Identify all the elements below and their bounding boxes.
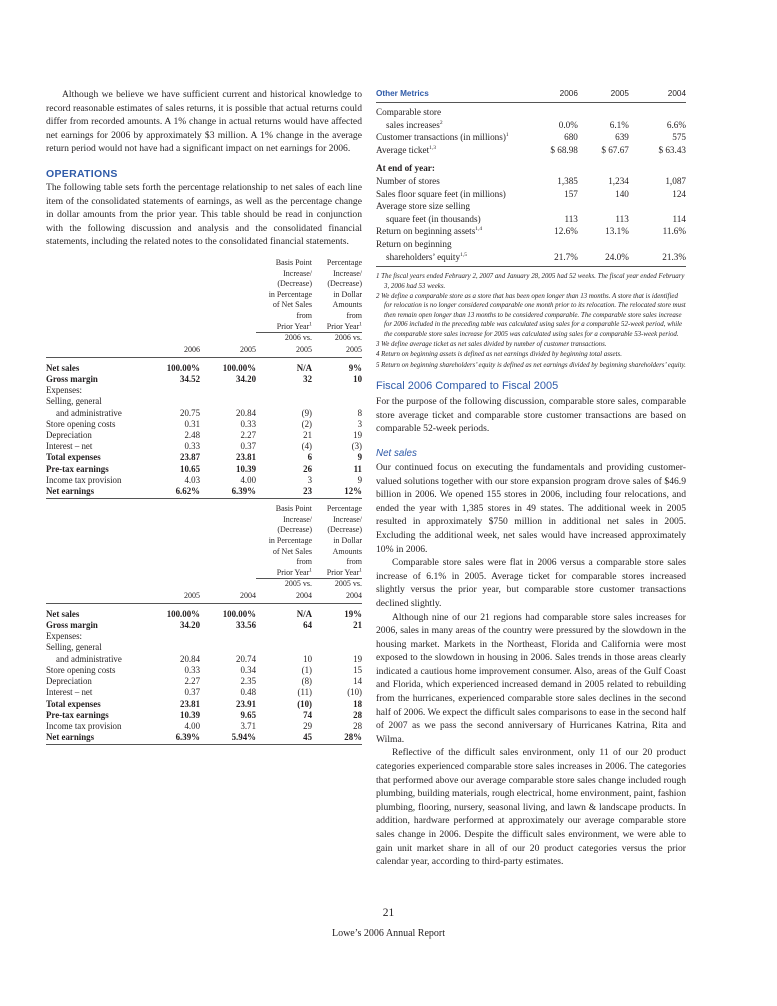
table-row: Selling, general (46, 396, 102, 407)
right-column (376, 88, 686, 869)
table-row: Return on beginning (376, 238, 452, 249)
table-row: Expenses: (46, 631, 82, 642)
table-row: Net earnings 6.62% 6.39% 23 12% (46, 486, 362, 499)
operations-table-2006: Basis Point Percentage Increase/ Increase/ (Decrease) (Decrease) in Percentage in Dollar of Net Sales Amounts from from Prior Year$^1$ Prior Year$^1$ 2006 vs. 2006 vs. 2006 2005 2005 2005 Net sales 100.00% 100.00% N/A 9% Gross margin 34.52 34.20 32 10 Expenses: Selling, general and administrative 20.75 20.84 (9) 8 Store opening costs 0.31 0.33 (2) 3 Depreciation 2.48 2.27 21 19 Interest – net 0.33 0.37 (4) (3) Total expenses 23.87 23.81 6 9 Pre-tax earnings 10.65 10.39 26 11 Income tax provision 4.03 4.00 3 9 Net earnings 6.62% 6.39% 23 12% (46, 258, 362, 499)
other-metrics-title: Other Metrics (376, 88, 529, 103)
footnote: 2 We define a comparable store as a store that has been open longer than 13 months. A store that is identified for relocation is no longer considered comparable one month prior to its relocation. The relocated store must then remain open longer than 13 months to be considered comparable. The comparable store sales increase for 2006 included in the preceding table was calculated using sales for a comparable 52-week period, while the comparable store sales increase for 2005 was calculated using sales for a comparable 53-week period. (376, 292, 686, 338)
table-row: Pre-tax earnings 10.39 9.65 74 28 (46, 709, 362, 720)
footnote: 5 Return on beginning shareholders’ equity is defined as net earnings divided by beginning shareholders’ equity. (376, 361, 686, 369)
table-row: and administrative 20.75 20.84 (9) 8 (56, 407, 362, 418)
table-row: Depreciation 2.48 2.27 21 19 (46, 429, 362, 440)
table-row: Customer transactions (in millions)$^1$ 680 639 575 (376, 132, 686, 143)
table-row: Income tax provision 4.00 3.71 29 28 (46, 720, 362, 731)
body-paragraph: Our continued focus on executing the fundamentals and providing customer-valued solutions together with our store expansion program drove sales of $46.9 billion in 2006. We opened 155 stores in 2006, including four relocations, and ended the year with 1,385 stores in 49 states. The additional week in 2005 resulted in approximately $750 million in additional net sales in 2005. Excluding the additional week, net sales would have increased approximately 10% in 2006. (376, 461, 686, 555)
table-row: Gross margin 34.52 34.20 32 10 (46, 373, 362, 384)
left-column (46, 88, 362, 745)
table-row: Expenses: (46, 385, 82, 396)
table-row: square feet (in thousands) 113 113 114 (386, 213, 686, 224)
table-row: Interest – net 0.33 0.37 (4) (3) (46, 441, 362, 452)
table-row: Number of stores 1,385 1,234 1,087 (376, 175, 686, 186)
operations-table-2005: Basis Point Percentage Increase/ Increase/ (Decrease) (Decrease) in Percentage in Dollar of Net Sales Amounts from from Prior Year$^1$ Prior Year$^1$ 2005 vs. 2005 vs. 2005 2004 2004 2004 Net sales 100.00% 100.00% N/A 19% Gross margin 34.20 33.56 64 21 Expenses: Selling, general and administrative 20.84 20.74 10 19 Store opening costs 0.33 0.34 (1) 15 Depreciation 2.27 2.35 (8) 14 Interest – net 0.37 0.48 (11) (10) Total expenses 23.81 23.91 (10) 18 Pre-tax earnings 10.39 9.65 74 28 Income tax provision 4.00 3.71 29 28 Net earnings 6.39% 5.94% 45 28% (46, 504, 362, 745)
net-sales-heading: Net sales (376, 447, 417, 459)
table-row: Selling, general (46, 642, 102, 653)
report-name: Lowe’s 2006 Annual Report (331, 928, 446, 939)
table-row: Store opening costs 0.33 0.34 (1) 15 (46, 664, 362, 675)
table-row: sales increases$^2$ 0.0% 6.1% 6.6% (386, 119, 686, 130)
table-row: At end of year: (376, 163, 435, 174)
footnotes (376, 272, 686, 370)
page-footer (0, 905, 777, 941)
page-number: 21 (382, 907, 395, 919)
table-row: Depreciation 2.27 2.35 (8) 14 (46, 676, 362, 687)
table-row: Net sales 100.00% 100.00% N/A 9% (46, 362, 362, 373)
footnote: 4 Return on beginning assets is defined as net earnings divided by beginning total assets. (376, 351, 622, 359)
body-paragraph: Although nine of our 21 regions had comparable store sales increases for 2006, sales in many areas of the country were pressured by the slowdown in the housing market. Markets in the Northeast, Florida and California were most exposed to the slowdown in housing in 2006. Sales trends in those areas clearly indicated a cautious home improvement consumer. Also, areas of the Gulf Coast and Florida, which experienced increased demand in 2005 related to rebuilding from the hurricanes, experienced comparable store sales declines in the second half of 2006. We expect the difficult sales comparisons to ease in the second half of 2007 as we pass the second anniversary of Hurricanes Katrina, Rita and Wilma. (376, 611, 686, 745)
table-row: Comparable store (376, 107, 442, 117)
table-row: Total expenses 23.81 23.91 (10) 18 (46, 698, 362, 709)
table-row: Store opening costs 0.31 0.33 (2) 3 (46, 418, 362, 429)
table-row: Total expenses 23.87 23.81 6 9 (46, 452, 362, 463)
operations-paragraph: The following table sets forth the percentage relationship to net sales of each line item of the consolidated statements of earnings, as well as the percentage change in dollar amounts from the prior year. This table should be read in conjunction with the following discussion and analysis and the consolidated financial statements, including the related notes to the consolidated financial statements. (46, 181, 362, 248)
table-row: Pre-tax earnings 10.65 10.39 26 11 (46, 463, 362, 474)
section-intro-paragraph: For the purpose of the following discussion, comparable store sales, comparable store average ticket and comparable store customer transactions are based on comparable 52-week periods. (376, 396, 686, 435)
table-row: Average store size selling (376, 201, 470, 212)
footnote: 3 We define average ticket as net sales divided by number of customer transactions. (376, 340, 607, 348)
footnote: 1 The fiscal years ended February 2, 2007 and January 28, 2005 had 52 weeks. The fiscal year ended February 3, 2006 had 53 weeks. (376, 273, 685, 290)
table-row: Net earnings 6.39% 5.94% 45 28% (46, 732, 362, 745)
other-metrics-table: Other Metrics 2006 2005 2004 Comparable store sales increases$^2$ 0.0% 6.1% 6.6% Customer transactions (in millions)$^1$ 680 639 575 Average ticket$^{1,3}$ $ 68.98 $ 67.67 $ 63.43 At end of year: Number of stores 1,385 1,234 1,087 Sales floor square feet (in millions) 157 140 124 Average store size selling square feet (in thousands) 113 113 114 Return on beginning assets$^{1,4}$ 12.6% 13.1% 11.6% Return on beginning shareholders’ equity$^{1,5}$ 21.7% 24.0% 21.3% (376, 88, 686, 267)
operations-heading: OPERATIONS (46, 167, 118, 180)
table-row: Interest – net 0.37 0.48 (11) (10) (46, 687, 362, 698)
table-row: Net sales 100.00% 100.00% N/A 19% (46, 608, 362, 619)
table-row: Return on beginning assets$^{1,4}$ 12.6% 13.1% 11.6% (376, 226, 686, 237)
section-heading: Fiscal 2006 Compared to Fiscal 2005 (376, 380, 559, 393)
body-paragraph: Comparable store sales were flat in 2006 versus a comparable store sales increase of 6.1% in 2005. Average ticket for comparable stores increased slightly versus the prior year, but comparable store customer transactions declined slightly. (376, 557, 686, 609)
table-row: Sales floor square feet (in millions) 157 140 124 (376, 188, 686, 199)
table-row: Gross margin 34.20 33.56 64 21 (46, 620, 362, 631)
table-row: shareholders’ equity$^{1,5}$ 21.7% 24.0% 21.3% (376, 251, 686, 267)
table-row: Income tax provision 4.03 4.00 3 9 (46, 474, 362, 485)
body-paragraph: Reflective of the difficult sales environment, only 11 of our 20 product categories experienced comparable store sales increases in 2006. The categories that performed above our average comparable store sales change included rough plumbing, building materials, rough electrical, home environment, paint, fashion plumbing, flooring, nursery, seasonal living, and lawn & landscape products. In addition, hardware performed at approximately our average comparable store sales change in 2006. Despite the difficult sales environment, we were able to gain unit market share in all of our 20 product categories versus the prior calendar year, according to third-party estimates. (376, 747, 686, 868)
table-row: Average ticket$^{1,3}$ $ 68.98 $ 67.67 $ 63.43 (376, 144, 686, 155)
table-row: and administrative 20.84 20.74 10 19 (56, 653, 362, 664)
returns-paragraph: Although we believe we have sufficient current and historical knowledge to record reasonable estimates of sales returns, it is possible that actual returns could differ from recorded amounts. A 1% change in actual returns would have affected net earnings for 2006 by approximately $3 million. A 1% change in the average return period would not have had a significant impact on net earnings for 2006. (46, 89, 362, 155)
